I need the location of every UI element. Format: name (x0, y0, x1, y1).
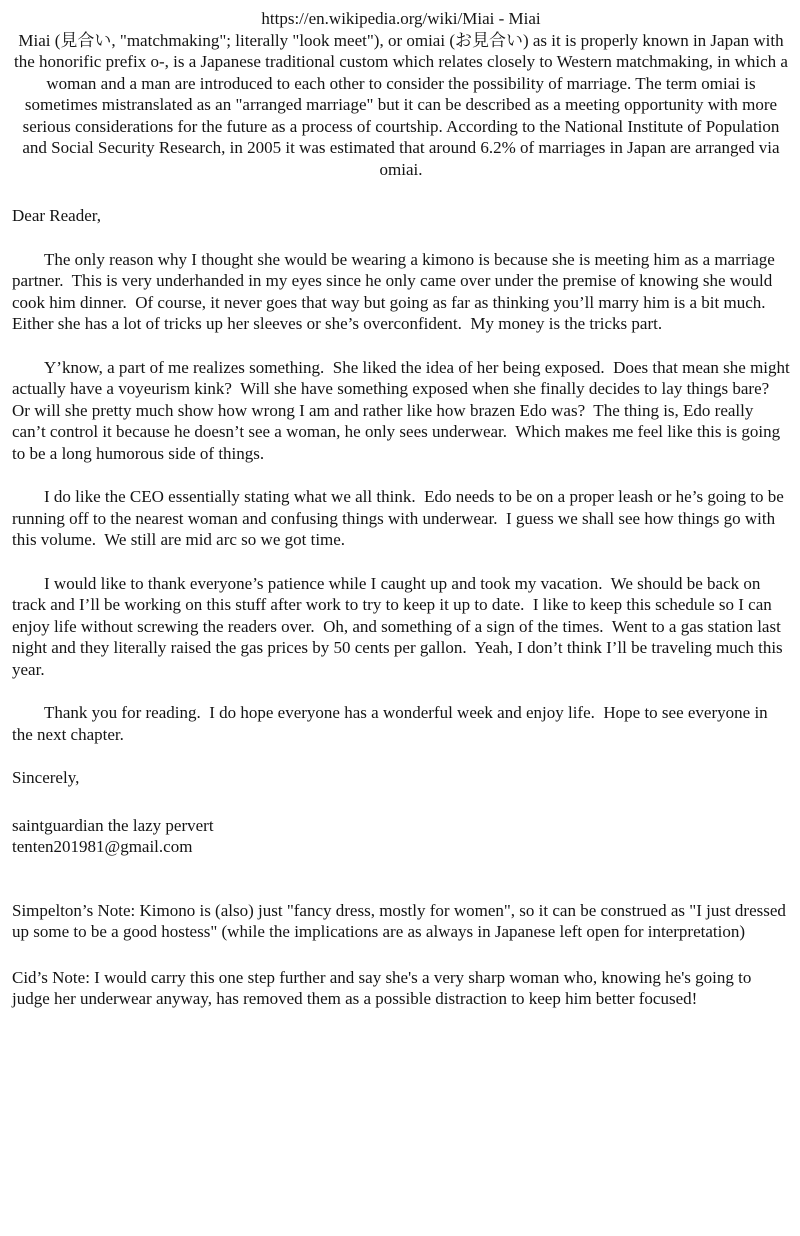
closing: Sincerely, (12, 768, 80, 787)
letter-paragraph-4: I would like to thank everyone’s patience while I caught up and took my vacation. We should be back on track and I’ll be working on this stuff after work to try to keep it up to date. I like to keep this schedule so I can enjoy life without screwing the readers over. Oh, and something of a sign of the times. Went to a gas station last night and they literally raised the gas prices by 50 cents per gallon. Yeah, I don’t think I’ll be traveling much this year. (12, 573, 787, 679)
letter-paragraph-5: Thank you for reading. I do hope everyone has a wonderful week and enjoy life. Hope to see everyone in the next chapter. (12, 703, 772, 744)
signature-email: tenten201981@gmail.com (12, 837, 193, 856)
translator-note-cid: Cid’s Note: I would carry this one step further and say she's a very sharp woman who, knowing he's going to judge her underwear anyway, has removed them as a possible distraction to keep him better focused! (12, 967, 756, 1008)
letter-body (12, 205, 794, 858)
source-url-line: https://en.wikipedia.org/wiki/Miai - Miai (261, 9, 541, 28)
salutation: Dear Reader, (12, 206, 101, 225)
signature-name: saintguardian the lazy pervert (12, 815, 214, 835)
letter-paragraph-2: Y’know, a part of me realizes something. She liked the idea of her being exposed. Does that mean she might actually have a voyeurism kink? Will she have something exposed when she finally decides to lay things bare? Or will she pretty much show how wrong I am and rather like how brazen Edo was? The thing is, Edo really can’t control it because he doesn’t see a woman, he only sees underwear. Which makes me feel like this is going to be a long humorous side of things. (12, 357, 794, 463)
source-header (12, 8, 793, 180)
translator-note-simpelton: Simpelton’s Note: Kimono is (also) just "fancy dress, mostly for women", so it can be construed as "I just dressed up some to be a good hostess" (while the implications are as always in Japanese left open for interpretation) (12, 900, 791, 941)
wiki-excerpt: Miai (見合い, "matchmaking"; literally "look meet"), or omiai (お見合い) as it is properly known in Japan with the honorific prefix o-, is a Japanese traditional custom which relates closely to Western matchmaking, in which a woman and a man are introduced to each other to consider the possibility of marriage. The term omiai is sometimes mistranslated as an "arranged marriage" but it can be described as a meeting opportunity with more serious considerations for the future as a process of courtship. According to the National Institute of Population and Social Security Research, in 2005 it was estimated that around 6.2% of marriages in Japan are arranged via omiai. (14, 30, 793, 179)
translator-notes (12, 900, 790, 1010)
letter-paragraph-1: The only reason why I thought she would be wearing a kimono is because she is meeting him as a marriage partner. This is very underhanded in my eyes since he only came over under the premise of knowing she would cook him dinner. Of course, it never goes that way but going as far as thinking you’ll marry him is a bit much. Either she has a lot of tricks up her sleeves or she’s overconfident. My money is the tricks part. (12, 249, 780, 333)
letter-paragraph-3: I do like the CEO essentially stating what we all think. Edo needs to be on a proper leash or he’s going to be running off to the nearest woman and confusing things with underwear. I guess we shall see how things go with this volume. We still are mid arc so we got time. (12, 487, 789, 549)
